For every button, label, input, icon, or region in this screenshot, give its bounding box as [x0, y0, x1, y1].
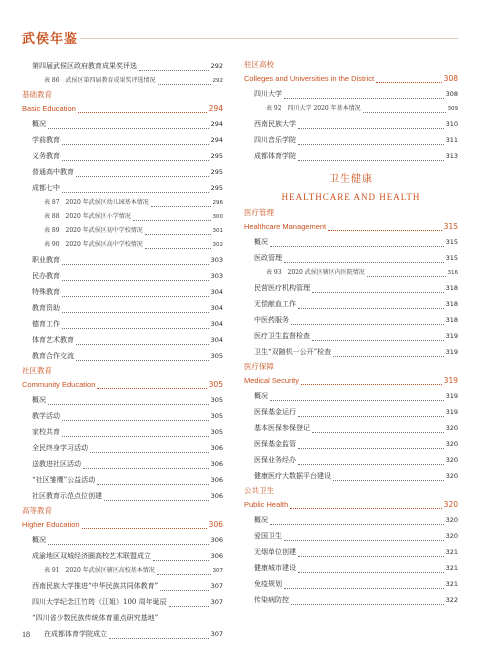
toc-entry-title: 概况 [32, 536, 46, 544]
toc-page-number: 318 [445, 300, 458, 308]
toc-page-number: 319 [445, 332, 458, 340]
toc-entry-title: 西南民族大学推进“中华民族共同体教育” [32, 582, 159, 590]
toc-page-number: 320 [445, 456, 458, 464]
dot-leader [158, 84, 211, 85]
toc-section-heading [244, 484, 458, 498]
toc-page-number: 306 [210, 460, 223, 468]
toc-section-heading [22, 102, 223, 116]
toc-page-number: 310 [445, 120, 458, 128]
toc-entry-title: 成都体育学院 [254, 152, 296, 160]
toc-entry [22, 424, 223, 440]
dot-leader [109, 638, 209, 639]
dot-leader [270, 524, 444, 525]
toc-entry [244, 576, 458, 592]
toc-entry [244, 328, 458, 344]
toc-page-number: 308 [445, 90, 458, 98]
toc-entry-title: 公共卫生 [244, 486, 274, 495]
toc-entry [244, 86, 458, 102]
toc-entry-title: 普通高中教育 [32, 168, 74, 176]
dot-leader [333, 480, 444, 481]
dot-leader [145, 248, 211, 249]
toc-entry-title: 四川大学纪念江竹筠（江姐）100 周年诞辰 [32, 598, 167, 606]
dot-leader [97, 388, 206, 389]
dot-leader [291, 604, 444, 605]
toc-entry-title: 体育艺术教育 [32, 336, 74, 344]
toc-page-number: 307 [212, 568, 223, 574]
toc-entry-title: 西南民族大学 [254, 120, 296, 128]
dot-leader [301, 384, 442, 385]
toc-page-number: 295 [210, 184, 223, 192]
toc-page-number: 306 [210, 552, 223, 560]
toc-page-number: 309 [447, 106, 458, 112]
dot-leader [139, 70, 209, 71]
toc-entry [22, 148, 223, 164]
toc-entry-title: 民营医疗机构管理 [254, 284, 310, 292]
toc-entry-title: 健康医疗大数据平台建设 [254, 472, 331, 480]
toc-entry [22, 284, 223, 300]
toc-page-number: 319 [445, 408, 458, 416]
toc-right-column [244, 58, 458, 608]
dot-leader [328, 230, 442, 231]
yearbook-logo: 武侯年鉴 [22, 32, 79, 47]
toc-section-heading [244, 374, 458, 388]
toc-section-heading [244, 206, 458, 220]
toc-page-number: 304 [210, 320, 223, 328]
toc-entry [244, 250, 458, 266]
toc-page-number: 313 [445, 152, 458, 160]
toc-entry [244, 404, 458, 420]
toc-page-number: 294 [210, 120, 223, 128]
toc-entry-title: 教学活动 [32, 412, 60, 420]
toc-table-entry [22, 564, 223, 578]
toc-page-number: 292 [212, 78, 223, 84]
dot-leader [48, 404, 209, 405]
dot-leader [104, 500, 209, 501]
dot-leader [62, 280, 209, 281]
dot-leader [151, 206, 211, 207]
dot-leader [169, 606, 209, 607]
dot-leader [298, 572, 444, 573]
dot-leader [376, 82, 442, 83]
toc-entry-title: 民办教育 [32, 272, 60, 280]
dot-leader [270, 246, 444, 247]
dot-leader [62, 312, 209, 313]
dot-leader [284, 98, 444, 99]
dot-leader [298, 448, 444, 449]
toc-entry-title: 表 92 四川大学 2020 年基本情况 [266, 105, 361, 112]
toc-entry-title: 第四届武侯区政府教育成果奖评选 [32, 62, 137, 70]
toc-page-number: 292 [210, 62, 223, 70]
toc-page-number: 306 [208, 520, 223, 529]
toc-page-number: 305 [210, 352, 223, 360]
toc-entry-title: 医保业务经办 [254, 456, 296, 464]
dot-leader [298, 144, 444, 145]
header-rule [80, 38, 458, 39]
toc-page-number: 304 [210, 336, 223, 344]
toc-entry-title: 家校共育 [32, 428, 60, 436]
toc-entry-title: 医保基金运行 [254, 408, 296, 416]
toc-entry [22, 626, 223, 642]
toc-page-number: 306 [210, 444, 223, 452]
toc-page-number: 303 [210, 272, 223, 280]
toc-section-heading [22, 378, 223, 392]
toc-entry-title: 概况 [254, 392, 268, 400]
toc-page-number: 305 [210, 396, 223, 404]
toc-entry [244, 560, 458, 576]
toc-page-number: 295 [210, 168, 223, 176]
toc-table-entry [22, 74, 223, 88]
dot-leader [312, 340, 444, 341]
toc-entry-title: 表 88 2020 年武侯区小学情况 [44, 213, 131, 220]
toc-entry-title: “社区雏鹰”公益活动 [32, 476, 96, 484]
toc-entry [22, 610, 223, 626]
toc-entry [244, 148, 458, 164]
toc-page-number: 319 [445, 348, 458, 356]
toc-entry-title: Basic Education [22, 104, 76, 113]
dot-leader [298, 556, 444, 557]
toc-page-number: 311 [445, 136, 458, 144]
running-header [22, 28, 458, 48]
toc-table-entry [22, 196, 223, 210]
toc-entry [244, 452, 458, 468]
dot-leader [62, 436, 209, 437]
toc-entry-title: 职业教育 [32, 256, 60, 264]
toc-page-number: 305 [210, 428, 223, 436]
toc-page-number: 320 [445, 516, 458, 524]
toc-entry-title: Colleges and Universities in the District [244, 74, 375, 83]
toc-entry-title: Medical Security [244, 376, 300, 385]
dot-leader [82, 528, 207, 529]
toc-entry [244, 592, 458, 608]
toc-entry-title: 医保基金监管 [254, 440, 296, 448]
dot-leader [62, 264, 209, 265]
toc-right-top [244, 58, 458, 164]
toc-page-number: 320 [445, 532, 458, 540]
toc-page-number: 296 [212, 200, 223, 206]
chapter-gap [244, 164, 458, 172]
toc-entry-title: 医疗卫生监督检查 [254, 332, 310, 340]
toc-entry-title: 基本医保参保登记 [254, 424, 310, 432]
toc-right-bottom [244, 206, 458, 608]
toc-entry-title: 中医药服务 [254, 316, 289, 324]
dot-leader [367, 276, 446, 277]
toc-entry [244, 468, 458, 484]
toc-entry-title: 义务教育 [32, 152, 60, 160]
toc-entry-title: 高等教育 [22, 506, 52, 515]
toc-page-number: 320 [445, 440, 458, 448]
toc-table-entry [244, 102, 458, 116]
toc-entry-title: 医政管理 [254, 254, 282, 262]
toc-entry [244, 296, 458, 312]
dot-leader [160, 590, 208, 591]
toc-page-number: 321 [445, 548, 458, 556]
toc-entry-title: 社区教育 [22, 366, 52, 375]
toc-page-number: 304 [210, 288, 223, 296]
toc-entry [22, 164, 223, 180]
toc-entry-title: Higher Education [22, 520, 80, 529]
dot-leader [298, 128, 444, 129]
dot-leader [62, 144, 209, 145]
toc-entry [22, 332, 223, 348]
dot-leader [76, 360, 209, 361]
toc-page-number: 315 [445, 254, 458, 262]
toc-entry-title: 无偿献血工作 [254, 300, 296, 308]
toc-entry [244, 436, 458, 452]
toc-entry-title: 无烟单位创建 [254, 548, 296, 556]
dot-leader [97, 484, 208, 485]
toc-entry [244, 280, 458, 296]
chapter-title: 卫生健康 [329, 174, 373, 185]
toc-entry-title: 德育工作 [32, 320, 60, 328]
toc-page-number: 295 [210, 152, 223, 160]
toc-page-number: 303 [210, 256, 223, 264]
toc-entry-title: 四川大学 [254, 90, 282, 98]
dot-leader [76, 344, 209, 345]
dot-leader [62, 296, 209, 297]
toc-entry [244, 344, 458, 360]
toc-page-number: 307 [210, 630, 223, 638]
toc-entry-title: 健康城市建设 [254, 564, 296, 572]
toc-entry-title: 爱国卫生 [254, 532, 282, 540]
toc-entry-title: 传染病防控 [254, 596, 289, 604]
dot-leader [62, 192, 209, 193]
dot-leader [76, 176, 209, 177]
toc-page-number: 307 [210, 598, 223, 606]
toc-page-number: 319 [445, 392, 458, 400]
toc-page-number: 315 [443, 222, 458, 231]
toc-section-heading [244, 498, 458, 512]
toc-page-number: 318 [445, 316, 458, 324]
toc-left-column [22, 58, 223, 642]
toc-entry-title: 概况 [254, 516, 268, 524]
toc-entry [244, 132, 458, 148]
toc-entry-title: 成渝地区双城经济圈高校艺术联盟成立 [32, 552, 151, 560]
toc-page-number: 301 [212, 228, 223, 234]
toc-entry [22, 316, 223, 332]
toc-section-heading [22, 504, 223, 518]
dot-leader [90, 452, 209, 453]
toc-page-number: 321 [445, 564, 458, 572]
toc-section-heading [244, 360, 458, 374]
toc-page-number: 316 [447, 270, 458, 276]
toc-entry [22, 456, 223, 472]
toc-entry-title: 表 90 2020 年武侯区高中学校情况 [44, 241, 143, 248]
dot-leader [157, 574, 211, 575]
toc-entry-title: 表 93 2020 武侯区辖区内医院情况 [266, 269, 365, 276]
toc-entry [22, 348, 223, 364]
toc-page-number: 320 [445, 424, 458, 432]
toc-section-heading [22, 364, 223, 378]
dot-leader [62, 420, 209, 421]
toc-entry-title: 教育资助 [32, 304, 60, 312]
toc-entry-title: 概况 [32, 120, 46, 128]
toc-page-number: 302 [212, 242, 223, 248]
toc-entry-title: 送教进社区活动 [32, 460, 81, 468]
toc-page-number: 320 [443, 500, 458, 509]
toc-page-number: 308 [443, 74, 458, 83]
dot-leader [48, 128, 209, 129]
toc-page-number: 305 [210, 412, 223, 420]
toc-page-number: 319 [443, 376, 458, 385]
toc-entry-title: 表 87 2020 年武侯区幼儿园基本情况 [44, 199, 149, 206]
toc-entry [22, 180, 223, 196]
toc-table-entry [244, 266, 458, 280]
toc-entry [22, 300, 223, 316]
toc-entry [22, 408, 223, 424]
toc-entry [244, 312, 458, 328]
toc-entry [244, 544, 458, 560]
dot-leader [270, 400, 444, 401]
toc-page-number: 300 [212, 214, 223, 220]
dot-leader [78, 112, 207, 113]
toc-entry [244, 512, 458, 528]
toc-table-entry [22, 210, 223, 224]
toc-entry-title: 概况 [254, 238, 268, 246]
toc-entry [22, 440, 223, 456]
toc-entry [22, 252, 223, 268]
toc-entry-title: 免疫规划 [254, 580, 282, 588]
toc-entry [22, 58, 223, 74]
toc-page-number: 294 [208, 104, 223, 113]
toc-entry-title: 教育合作交流 [32, 352, 74, 360]
toc-page-number: 320 [445, 472, 458, 480]
toc-page-number: 322 [445, 596, 458, 604]
toc-table-entry [22, 224, 223, 238]
toc-entry-title: 概况 [32, 396, 46, 404]
toc-entry [22, 594, 223, 610]
toc-section-heading [22, 88, 223, 102]
toc-entry [244, 388, 458, 404]
toc-entry-title: 特殊教育 [32, 288, 60, 296]
dot-leader [290, 508, 441, 509]
toc-entry [22, 548, 223, 564]
dot-leader [153, 560, 209, 561]
toc-entry-title: Public Health [244, 500, 289, 509]
toc-entry-title: 表 91 2020 年武侯区辖区高校基本情况 [44, 567, 155, 574]
toc-entry [22, 532, 223, 548]
toc-table-entry [22, 238, 223, 252]
dot-leader [284, 540, 444, 541]
toc-page-number: 305 [208, 380, 223, 389]
toc-entry [244, 234, 458, 250]
page-number: 18 [22, 630, 30, 639]
dot-leader [333, 356, 443, 357]
dot-leader [48, 544, 209, 545]
toc-entry [22, 268, 223, 284]
toc-entry [22, 132, 223, 148]
toc-entry [244, 528, 458, 544]
toc-entry-title: 医疗保障 [244, 362, 274, 371]
dot-leader [145, 234, 211, 235]
dot-leader [298, 416, 444, 417]
toc-page-number: 307 [210, 582, 223, 590]
dot-leader [62, 328, 209, 329]
toc-entry [244, 116, 458, 132]
toc-entry-title: 社区教育示范点位创建 [32, 492, 102, 500]
toc-page-number: 318 [445, 284, 458, 292]
toc-entry-title: Healthcare Management [244, 222, 327, 231]
toc-entry-title: 成都七中 [32, 184, 60, 192]
dot-leader [298, 464, 444, 465]
toc-section-heading [244, 58, 458, 72]
toc-entry [22, 116, 223, 132]
toc-entry [22, 488, 223, 504]
toc-entry-title: 在成都体育学院成立 [44, 630, 107, 638]
dot-leader [312, 292, 444, 293]
dot-leader [83, 468, 209, 469]
toc-page-number: 321 [445, 580, 458, 588]
toc-entry-title: “四川省少数民族传统体育重点研究基地” [32, 614, 159, 622]
dot-leader [312, 432, 444, 433]
toc-entry-title: 驻区高校 [244, 60, 274, 69]
toc-entry-title: Community Education [22, 380, 96, 389]
toc-entry [22, 472, 223, 488]
toc-page-number: 306 [210, 492, 223, 500]
dot-leader [284, 262, 444, 263]
dot-leader [363, 112, 446, 113]
toc-entry-title: 全民终身学习活动 [32, 444, 88, 452]
toc-entry [22, 578, 223, 594]
toc-entry [244, 420, 458, 436]
toc-page-number: 304 [210, 304, 223, 312]
toc-entry-title: 四川音乐学院 [254, 136, 296, 144]
toc-entry-title: 表 86 武侯区第四届教育成果奖评选情况 [44, 77, 156, 84]
chapter-subtitle: HEALTHCARE AND HEALTH [281, 192, 421, 202]
dot-leader [133, 220, 211, 221]
toc-section-heading [22, 518, 223, 532]
dot-leader [62, 160, 209, 161]
toc-entry [22, 392, 223, 408]
toc-entry-title: 卫生“双随机一公开”检查 [254, 348, 332, 356]
toc-entry-title: 基础教育 [22, 90, 52, 99]
toc-entry-title: 学前教育 [32, 136, 60, 144]
toc-page-number: 306 [210, 476, 223, 484]
toc-entry-title: 医疗管理 [244, 208, 274, 217]
toc-entry-title: 表 89 2020 年武侯区初中学校情况 [44, 227, 143, 234]
toc-section-heading [244, 72, 458, 86]
toc-page-number: 294 [210, 136, 223, 144]
dot-leader [284, 588, 444, 589]
dot-leader [298, 160, 444, 161]
dot-leader [291, 324, 444, 325]
dot-leader [298, 308, 444, 309]
toc-section-heading [244, 220, 458, 234]
toc-page-number: 315 [445, 238, 458, 246]
toc-page-number: 306 [210, 536, 223, 544]
